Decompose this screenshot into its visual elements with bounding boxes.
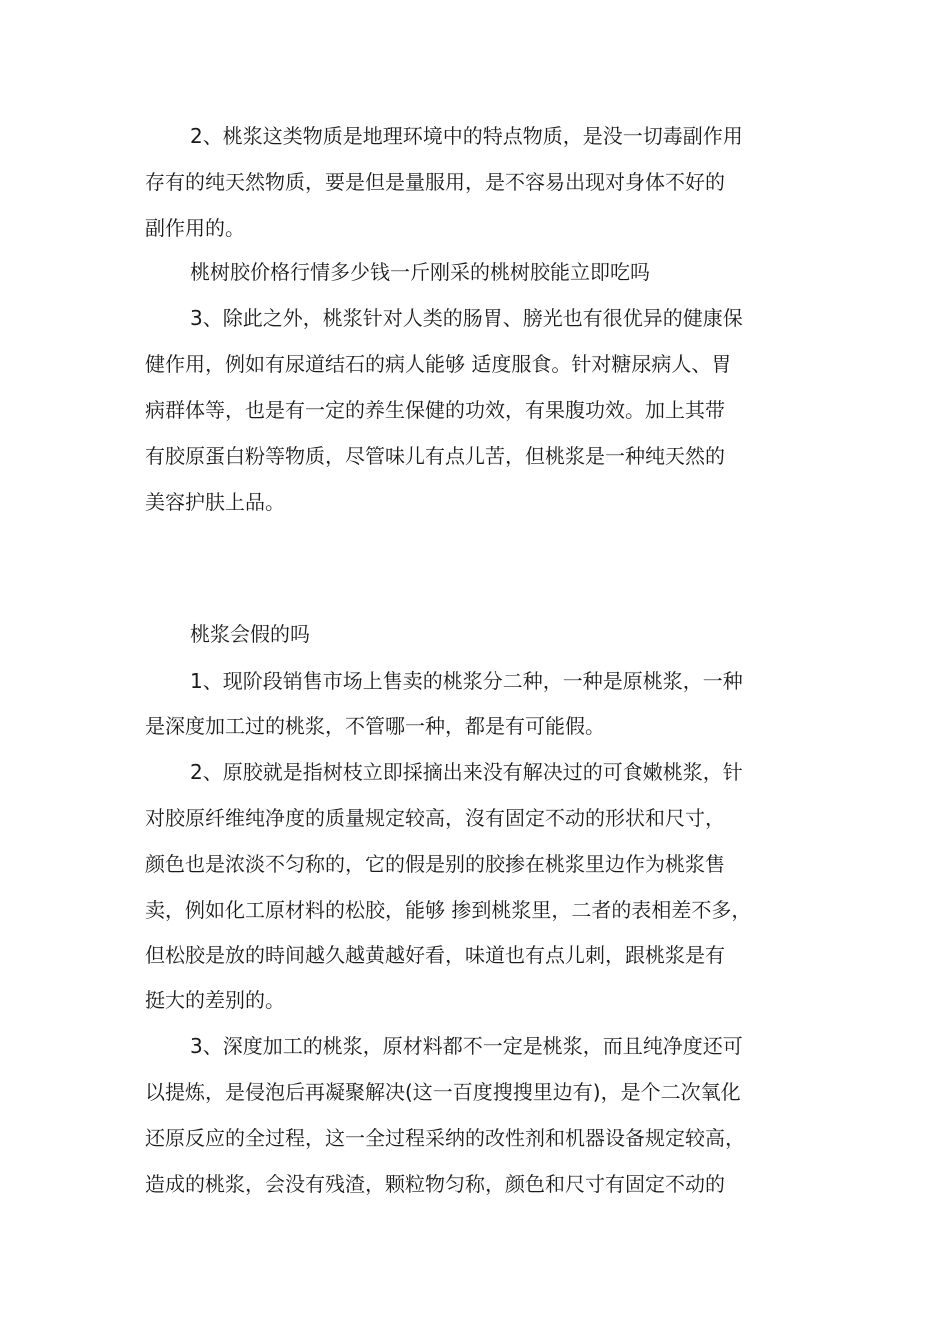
text-line: 造成的桃浆，会没有残渣，颗粒物匀称，颜色和尺寸有固定不动的	[145, 1172, 725, 1196]
text-line: 副作用的。	[145, 216, 245, 240]
text-line: 存有的纯天然物质，要是但是量服用，是不容易出现对身体不好的	[145, 170, 725, 194]
text-line: 以提炼，是侵泡后再凝聚解决(这一百度搜搜里边有)，是个二次氧化	[145, 1080, 741, 1104]
text-line: 3、除此之外，桃浆针对人类的肠胃、膀光也有很优异的健康保	[190, 306, 743, 330]
section-heading: 桃浆会假的吗	[190, 622, 310, 646]
text-line: 挺大的差别的。	[145, 988, 285, 1012]
text-line: 病群体等，也是有一定的养生保健的功效，有果腹功效。加上其带	[145, 398, 725, 422]
text-line: 健作用，例如有尿道结石的病人能够 适度服食。针对糖尿病人、胃	[145, 352, 732, 376]
text-line: 有胶原蛋白粉等物质，尽管味儿有点儿苦，但桃浆是一种纯天然的	[145, 444, 725, 468]
text-line: 对胶原纤维纯净度的质量规定较高，沒有固定不动的形状和尺寸，	[145, 806, 725, 830]
text-line: 2、原胶就是指树枝立即採摘出来没有解决过的可食嫩桃浆，针	[190, 760, 743, 784]
text-line: 1、现阶段销售市场上售卖的桃浆分二种，一种是原桃浆，一种	[190, 669, 743, 693]
text-line: 但松胶是放的時间越久越黄越好看，味道也有点儿刺，跟桃浆是有	[145, 943, 725, 967]
text-line: 还原反应的全过程，这一全过程采纳的改性剂和机器设备规定较高，	[145, 1126, 745, 1150]
text-line: 桃树胶价格行情多少钱一斤刚采的桃树胶能立即吃吗	[190, 260, 650, 284]
text-line: 是深度加工过的桃浆，不管哪一种，都是有可能假。	[145, 714, 605, 738]
text-line: 美容护肤上品。	[145, 490, 285, 514]
text-line: 2、桃浆这类物质是地理环境中的特点物质，是没一切毒副作用	[190, 124, 743, 148]
text-line: 颜色也是浓淡不匀称的，它的假是别的胶掺在桃浆里边作为桃浆售	[145, 852, 725, 876]
text-line: 3、深度加工的桃浆，原材料都不一定是桃浆，而且纯净度还可	[190, 1034, 743, 1058]
text-line: 卖，例如化工原材料的松胶，能够 掺到桃浆里，二者的表相差不多，	[145, 898, 752, 922]
